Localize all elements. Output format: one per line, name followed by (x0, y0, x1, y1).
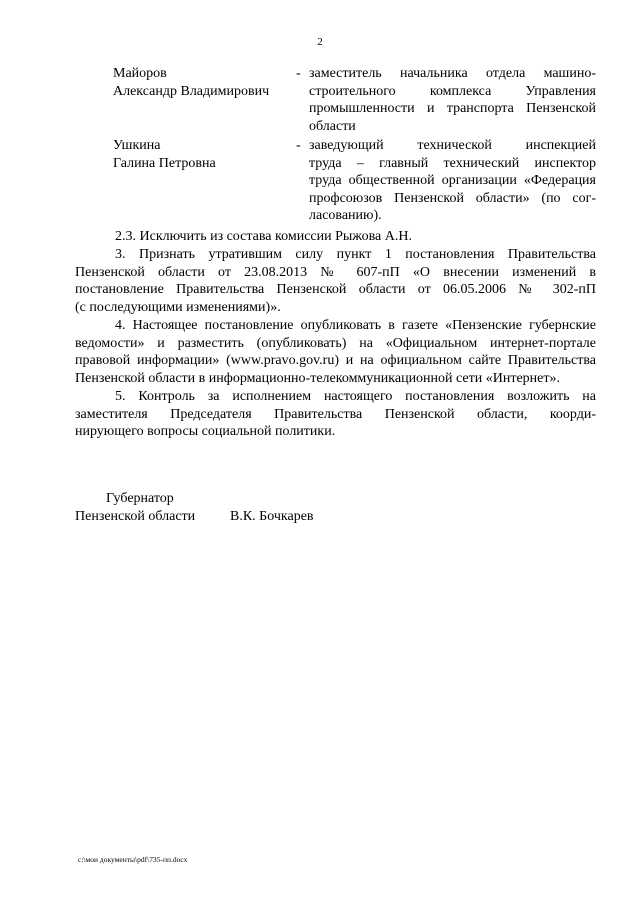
member-name (113, 137, 293, 172)
member-dash: - (296, 138, 301, 153)
signature-region: Пензенской области (75, 509, 196, 524)
paragraph-line: Пензенской области от 23.08.2013 № 607-пП «О внесении изменений в (75, 264, 596, 280)
paragraph-line: 4. Настоящее постановление опубликовать в газете «Пензенские губернские (115, 318, 596, 333)
paragraph-3 (75, 246, 596, 316)
member-role-line: промышленности и транспорта Пензенской (309, 101, 596, 116)
member-given-names: Галина Петровна (113, 155, 216, 171)
paragraph-line: правовой информации» (www.pravo.gov.ru) и на официальном сайте Правительства (75, 353, 596, 368)
member-surname: Майоров (113, 66, 167, 81)
member-role-line: области (309, 118, 356, 134)
signature-title: Губернатор (106, 491, 174, 506)
paragraph-line: Пензенской области в информационно-телекоммуникационной сети «Интернет». (75, 370, 561, 386)
paragraph-line: 2.3. Исключить из состава комиссии Рыжова А.Н. (115, 229, 412, 244)
member-role-line: строительного комплекса Управления (309, 83, 596, 99)
paragraph-line: ведомости» и разместить (опубликовать) на «Официальном интернет-портале (75, 335, 596, 351)
paragraph-line: нирующего вопросы социальной политики. (75, 424, 336, 439)
signature-name: В.К. Бочкарев (230, 509, 314, 524)
paragraph-2-3 (75, 228, 596, 246)
member-role (309, 65, 596, 135)
member-role-line: заместитель начальника отдела машино- (309, 66, 596, 81)
member-given-names: Александр Владимирович (113, 83, 270, 99)
paragraph-4 (75, 317, 596, 387)
paragraph-5 (75, 388, 596, 441)
member-name (113, 65, 293, 100)
paragraph-line: (с последующими изменениями)». (75, 299, 281, 315)
member-role-line: ласованию). (309, 208, 382, 223)
paragraph-line: заместителя Председателя Правительства Пензенской области, коорди- (75, 406, 596, 422)
member-dash: - (296, 66, 301, 81)
paragraph-line: постановление Правительства Пензенской области от 06.05.2006 № 302-пП (75, 282, 596, 297)
paragraph-line: 3. Признать утратившим силу пункт 1 постановления Правительства (115, 247, 596, 262)
member-role-line: заведующий технической инспекцией (309, 138, 596, 153)
member-surname: Ушкина (113, 138, 161, 153)
member-role (309, 137, 596, 225)
member-role-line: труда общественной организации «Федерация (309, 173, 596, 188)
footer-file-path: c:\мои документы\pdf\735-пп.docx (78, 855, 188, 864)
page-number: 2 (317, 36, 323, 48)
paragraph-line: 5. Контроль за исполнением настоящего постановления возложить на (115, 389, 596, 404)
member-role-line: труда – главный технический инспектор (309, 155, 596, 171)
member-role-line: профсоюзов Пензенской области» (по сог- (309, 190, 596, 206)
